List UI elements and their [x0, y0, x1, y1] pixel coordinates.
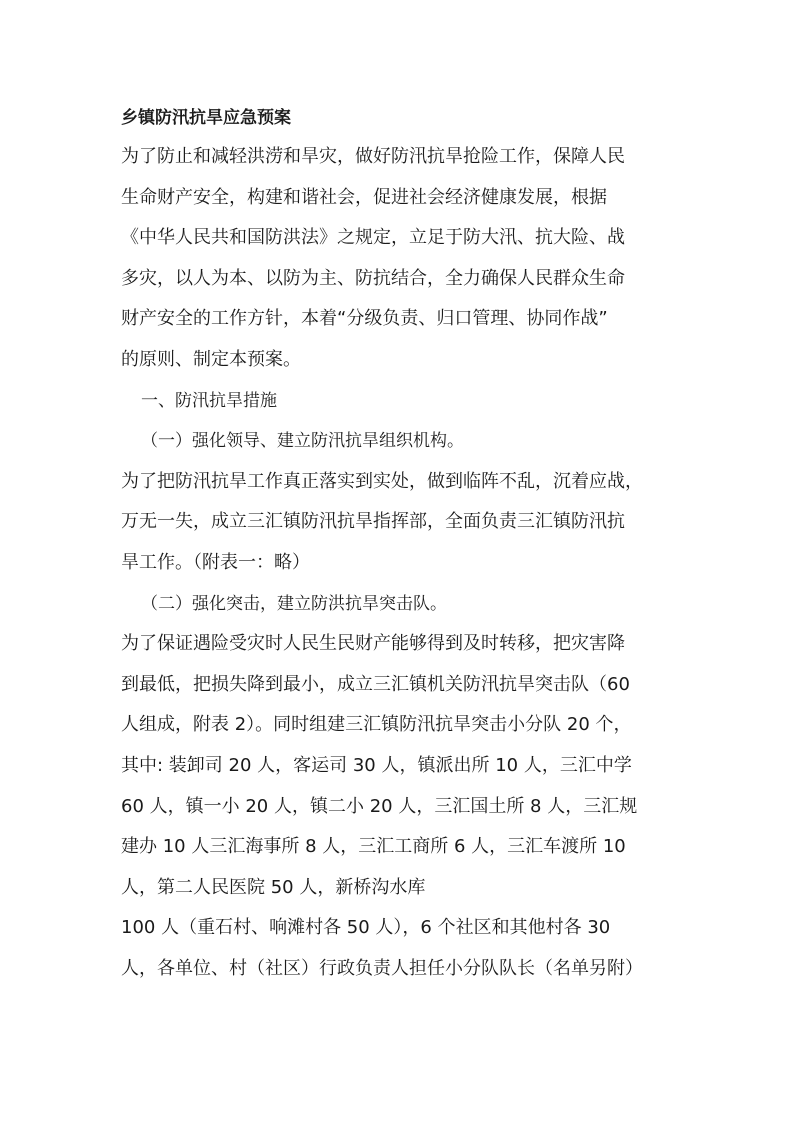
intro-line: 《中华人民共和国防洪法》之规定，立足于防大汛、抗大险、战	[121, 227, 625, 249]
intro-line: 多灾，以人为本、以防为主、防抗结合，全力确保人民群众生命	[121, 267, 625, 289]
document-title: 乡镇防汛抗旱应急预案	[121, 108, 291, 128]
body-line: 其中: 装卸司 20 人，客运司 30 人，镇派出所 10 人，三汇中学	[121, 754, 632, 776]
body-line: 人组成，附表 2）。同时组建三汇镇防汛抗旱突击小分队 20 个，	[121, 714, 632, 736]
intro-line: 生命财产安全，构建和谐社会，促进社会经济健康发展，根据	[121, 186, 607, 208]
body-line: 万无一失，成立三汇镇防汛抗旱指挥部，全面负责三汇镇防汛抗	[121, 511, 625, 533]
body-line: 100 人（重石村、响滩村各 50 人），6 个社区和其他村各 30	[121, 917, 611, 939]
body-line: 人，各单位、村（社区）行政负责人担任小分队队长（名单另附）	[121, 957, 643, 979]
body-line: 为了保证遇险受灾时人民生民财产能够得到及时转移，把灾害降	[121, 633, 625, 655]
body-line: 为了把防汛抗旱工作真正落实到实处，做到临阵不乱，沉着应战，	[121, 470, 643, 492]
body-line: 60 人，镇一小 20 人，镇二小 20 人，三汇国土所 8 人，三汇规	[121, 795, 638, 817]
body-line: 人，第二人民医院 50 人，新桥沟水库	[121, 876, 426, 898]
document-body	[121, 100, 681, 989]
section-heading: 一、防汛抗旱措施	[141, 390, 277, 411]
subsection-heading: （二）强化突击，建立防洪抗旱突击队。	[141, 593, 447, 614]
subsection-heading: （一）强化领导、建立防汛抗旱组织机构。	[141, 431, 464, 452]
intro-line: 为了防止和减轻洪涝和旱灾，做好防汛抗旱抢险工作，保障人民	[121, 146, 625, 167]
intro-line: 财产安全的工作方针，本着“分级负责、归口管理、协同作战”	[121, 308, 608, 330]
intro-line: 的原则、制定本预案。	[121, 348, 301, 370]
body-line: 建办 10 人三汇海事所 8 人，三汇工商所 6 人，三汇车渡所 10	[121, 836, 626, 858]
body-line: 旱工作。（附表一：略）	[121, 551, 310, 573]
body-line: 到最低，把损失降到最小，成立三汇镇机关防汛抗旱突击队（60	[121, 673, 630, 695]
